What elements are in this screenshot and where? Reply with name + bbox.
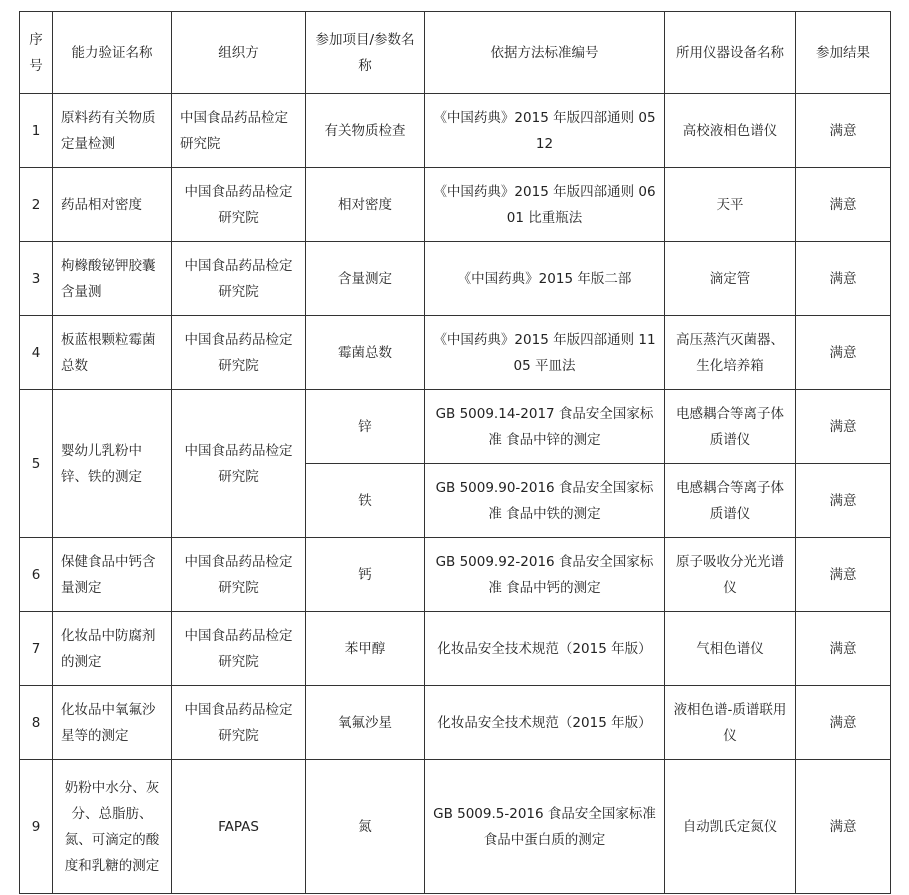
row-item: 有关物质检查 (306, 94, 425, 168)
row-equipment: 气相色谱仪 (665, 612, 796, 686)
table-header-row (20, 12, 891, 94)
row-seq: 7 (20, 612, 53, 686)
row-method: 化妆品安全技术规范（2015 年版） (425, 686, 665, 760)
row-equipment: 自动凯氏定氮仪 (665, 760, 796, 894)
row-result: 满意 (796, 464, 891, 538)
row-name: 保健食品中钙含量测定 (53, 538, 172, 612)
row-item: 氧氟沙星 (306, 686, 425, 760)
row-org: 中国食品药品检定研究院 (172, 612, 306, 686)
row-method: GB 5009.14-2017 食品安全国家标准 食品中锌的测定 (425, 390, 665, 464)
row-org: 中国食品药品检定研究院 (172, 94, 306, 168)
row-item: 钙 (306, 538, 425, 612)
row-item: 相对密度 (306, 168, 425, 242)
header-name: 能力验证名称 (53, 12, 172, 94)
row-name: 原料药有关物质定量检测 (53, 94, 172, 168)
row-item: 锌 (306, 390, 425, 464)
row-equipment: 液相色谱-质谱联用仪 (665, 686, 796, 760)
row-seq: 8 (20, 686, 53, 760)
row-seq: 2 (20, 168, 53, 242)
row-name: 枸橼酸铋钾胶囊含量测 (53, 242, 172, 316)
table-row (20, 94, 891, 168)
row-method: 《中国药典》2015 年版四部通则 0601 比重瓶法 (425, 168, 665, 242)
header-org: 组织方 (172, 12, 306, 94)
row-name: 板蓝根颗粒霉菌总数 (53, 316, 172, 390)
table-row (20, 168, 891, 242)
row-item: 铁 (306, 464, 425, 538)
row-seq: 5 (20, 390, 53, 538)
row-name: 化妆品中氧氟沙星等的测定 (53, 686, 172, 760)
row-org: 中国食品药品检定研究院 (172, 242, 306, 316)
row-org: 中国食品药品检定研究院 (172, 390, 306, 538)
table-row (20, 538, 891, 612)
row-org: 中国食品药品检定研究院 (172, 686, 306, 760)
row-name: 化妆品中防腐剂的测定 (53, 612, 172, 686)
row-item: 霉菌总数 (306, 316, 425, 390)
row-seq: 6 (20, 538, 53, 612)
row-method: GB 5009.90-2016 食品安全国家标准 食品中铁的测定 (425, 464, 665, 538)
row-result: 满意 (796, 686, 891, 760)
row-item: 苯甲醇 (306, 612, 425, 686)
row-method: GB 5009.92-2016 食品安全国家标准 食品中钙的测定 (425, 538, 665, 612)
row-result: 满意 (796, 242, 891, 316)
row-method: 《中国药典》2015 年版四部通则 1105 平皿法 (425, 316, 665, 390)
row-result: 满意 (796, 168, 891, 242)
row-item: 含量测定 (306, 242, 425, 316)
proficiency-testing-table (19, 11, 891, 894)
table-row (20, 242, 891, 316)
header-item: 参加项目/参数名称 (306, 12, 425, 94)
row-method: 《中国药典》2015 年版四部通则 0512 (425, 94, 665, 168)
row-equipment: 天平 (665, 168, 796, 242)
row-equipment: 电感耦合等离子体质谱仪 (665, 390, 796, 464)
row-equipment: 原子吸收分光光谱仪 (665, 538, 796, 612)
row-method: 化妆品安全技术规范（2015 年版） (425, 612, 665, 686)
row-org: 中国食品药品检定研究院 (172, 538, 306, 612)
row-method: 《中国药典》2015 年版二部 (425, 242, 665, 316)
row-name: 婴幼儿乳粉中锌、铁的测定 (53, 390, 172, 538)
row-equipment: 滴定管 (665, 242, 796, 316)
row-seq: 4 (20, 316, 53, 390)
row-result: 满意 (796, 538, 891, 612)
row-seq: 1 (20, 94, 53, 168)
row-result: 满意 (796, 390, 891, 464)
table-row (20, 760, 891, 894)
row-seq: 9 (20, 760, 53, 894)
row-equipment: 高校液相色谱仪 (665, 94, 796, 168)
header-equipment: 所用仪器设备名称 (665, 12, 796, 94)
row-seq: 3 (20, 242, 53, 316)
header-method: 依据方法标准编号 (425, 12, 665, 94)
row-name: 奶粉中水分、灰分、总脂肪、氮、可滴定的酸度和乳糖的测定 (53, 760, 172, 894)
row-org: 中国食品药品检定研究院 (172, 168, 306, 242)
row-org: FAPAS (172, 760, 306, 894)
row-result: 满意 (796, 94, 891, 168)
row-result: 满意 (796, 316, 891, 390)
header-seq: 序号 (20, 12, 53, 94)
row-result: 满意 (796, 612, 891, 686)
row-item: 氮 (306, 760, 425, 894)
row-method: GB 5009.5-2016 食品安全国家标准 食品中蛋白质的测定 (425, 760, 665, 894)
row-equipment: 高压蒸汽灭菌器、生化培养箱 (665, 316, 796, 390)
table-row (20, 612, 891, 686)
table-row (20, 686, 891, 760)
table-row (20, 316, 891, 390)
row-equipment: 电感耦合等离子体质谱仪 (665, 464, 796, 538)
table-row (20, 390, 891, 464)
row-result: 满意 (796, 760, 891, 894)
header-result: 参加结果 (796, 12, 891, 94)
row-name: 药品相对密度 (53, 168, 172, 242)
row-org: 中国食品药品检定研究院 (172, 316, 306, 390)
